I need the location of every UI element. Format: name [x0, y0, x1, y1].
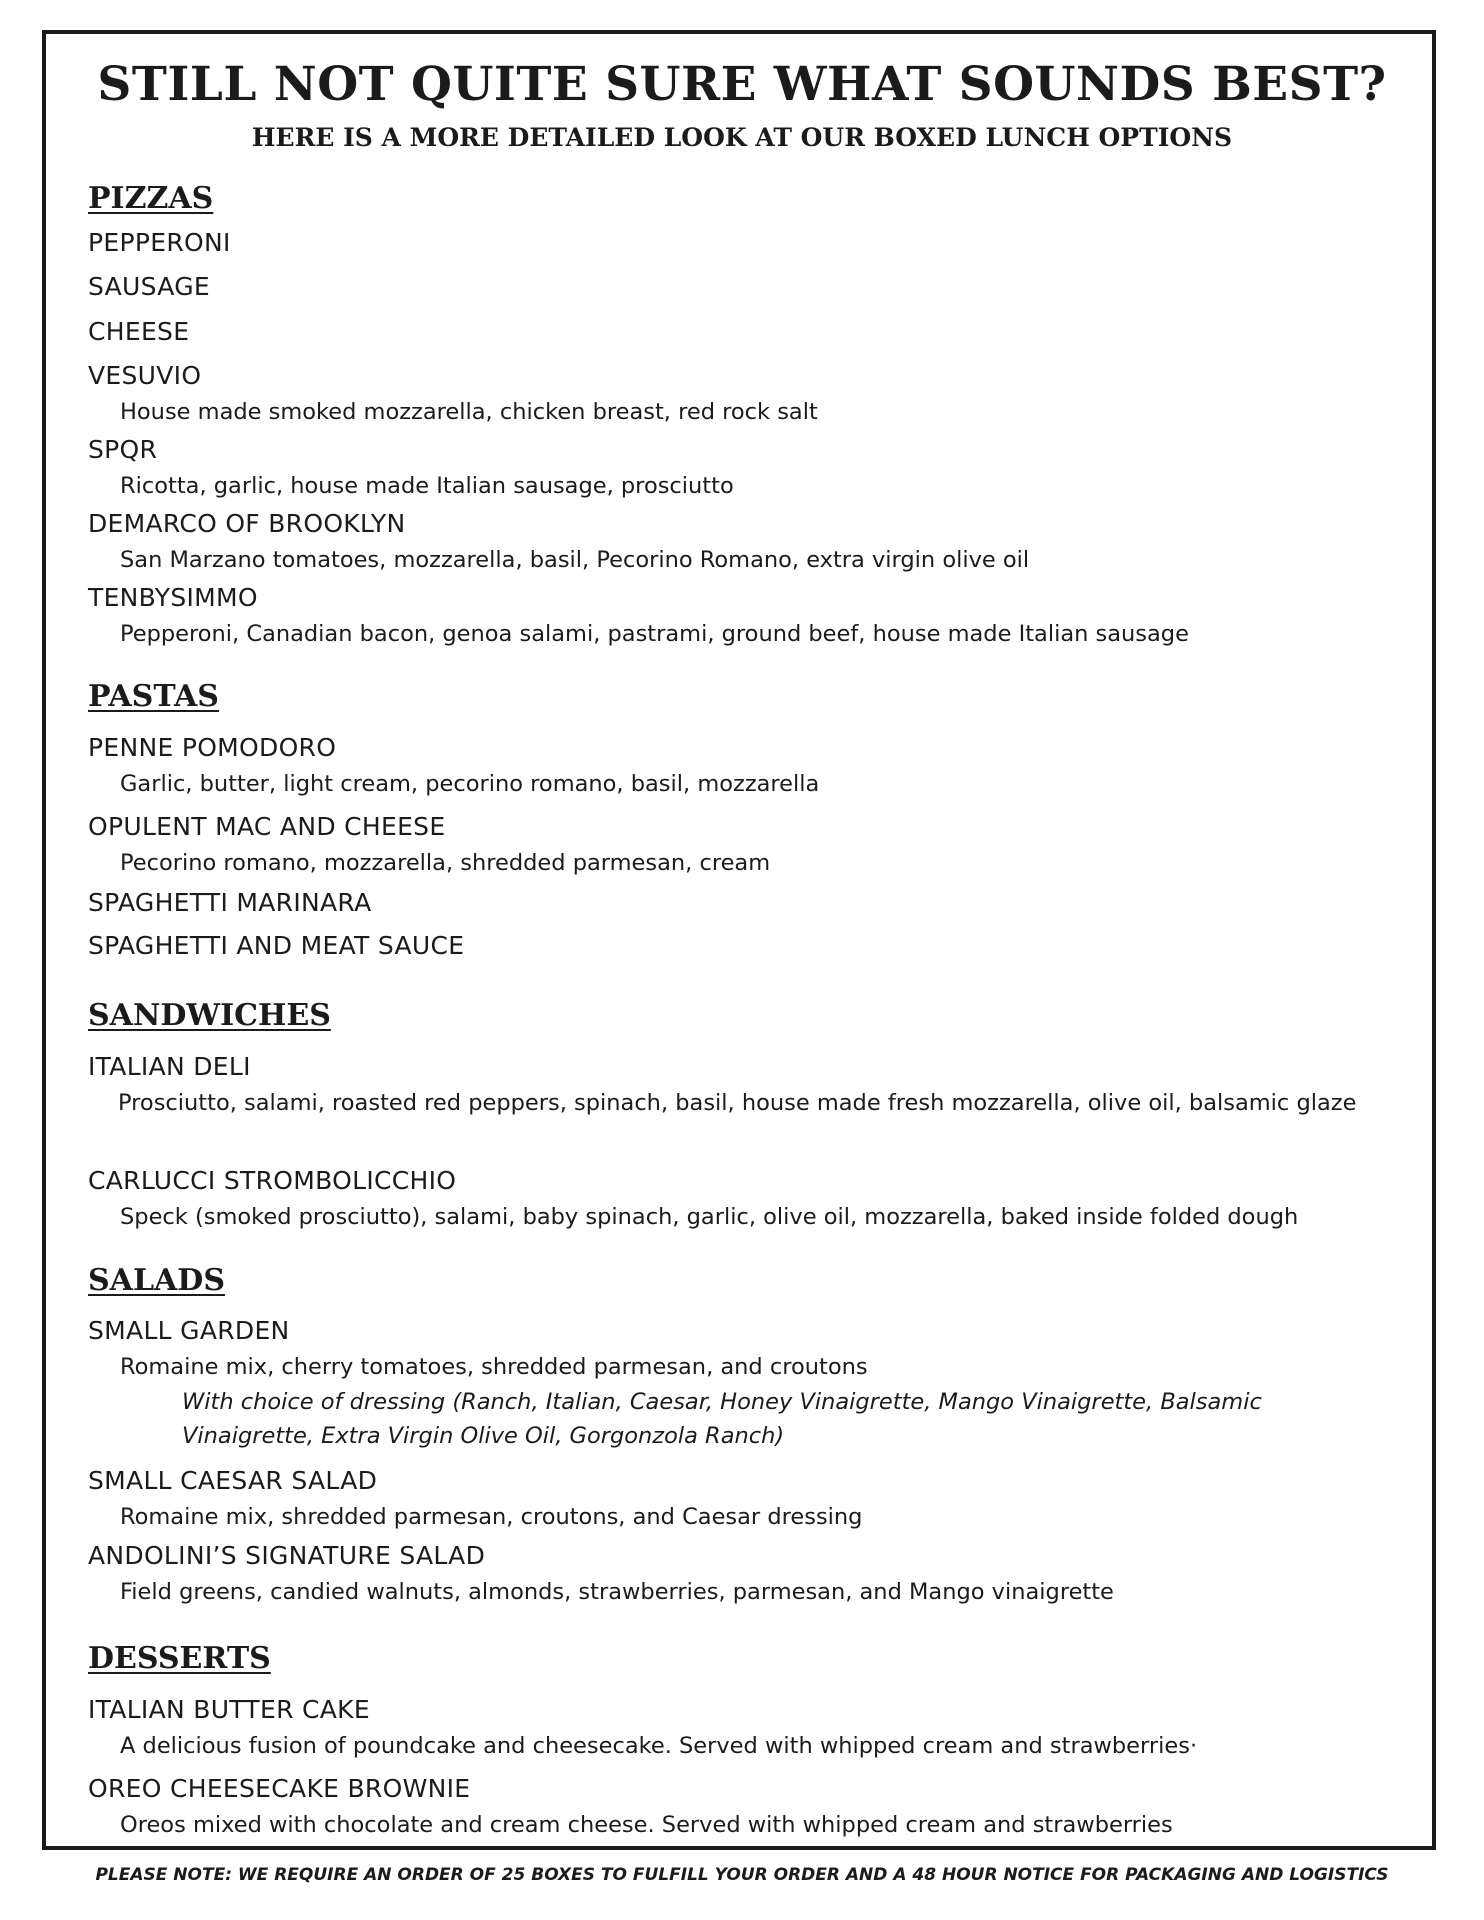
menu-item-sausage: SAUSAGE	[88, 272, 210, 301]
menu-item-description: Romaine mix, shredded parmesan, croutons, and Caesar dressing	[120, 1504, 863, 1530]
menu-item-description: Ricotta, garlic, house made Italian sausage, prosciutto	[120, 473, 734, 499]
menu-item-spqr: SPQR	[88, 435, 158, 464]
menu-item-description: Oreos mixed with chocolate and cream cheese. Served with whipped cream and strawberries	[120, 1812, 1173, 1838]
menu-item-spaghetti-and-meat-sauce: SPAGHETTI AND MEAT SAUCE	[88, 931, 465, 960]
section-heading-salads: SALADS	[88, 1263, 225, 1298]
page-title: STILL NOT QUITE SURE WHAT SOUNDS BEST?	[97, 57, 1387, 112]
menu-item-andolinis-signature-salad: ANDOLINI’S SIGNATURE SALAD	[88, 1541, 486, 1570]
menu-item-small-caesar-salad: SMALL CAESAR SALAD	[88, 1466, 378, 1495]
menu-item-description: Pecorino romano, mozzarella, shredded parmesan, cream	[120, 850, 771, 876]
menu-item-penne-pomodoro: PENNE POMODORO	[88, 733, 337, 762]
order-requirements-note: PLEASE NOTE: WE REQUIRE AN ORDER OF 25 BOXES TO FULFILL YOUR ORDER AND A 48 HOUR NOTICE FOR PACKAGING AND LOGISTICS	[95, 1865, 1389, 1885]
menu-item-italian-butter-cake: ITALIAN BUTTER CAKE	[88, 1695, 370, 1724]
menu-item-description: Field greens, candied walnuts, almonds, strawberries, parmesan, and Mango vinaigrette	[120, 1579, 1114, 1605]
menu-item-description: House made smoked mozzarella, chicken breast, red rock salt	[120, 399, 818, 425]
menu-item-small-garden: SMALL GARDEN	[88, 1316, 290, 1345]
menu-item-description: Pepperoni, Canadian bacon, genoa salami, pastrami, ground beef, house made Italian sausage	[120, 621, 1189, 647]
menu-item-tenbysimmo: TENBYSIMMO	[88, 583, 258, 612]
menu-item-carlucci-strombolicchio: CARLUCCI STROMBOLICCHIO	[88, 1166, 457, 1195]
menu-item-description: A delicious fusion of poundcake and cheesecake. Served with whipped cream and strawberries·	[120, 1733, 1198, 1759]
page-subtitle: HERE IS A MORE DETAILED LOOK AT OUR BOXED LUNCH OPTIONS	[251, 123, 1233, 152]
section-heading-desserts: DESSERTS	[88, 1641, 271, 1676]
menu-item-vesuvio: VESUVIO	[88, 361, 202, 390]
menu-item-description: San Marzano tomatoes, mozzarella, basil, Pecorino Romano, extra virgin olive oil	[120, 547, 1030, 573]
menu-item-cheese: CHEESE	[88, 317, 190, 346]
menu-item-description: Romaine mix, cherry tomatoes, shredded parmesan, and croutons	[120, 1354, 868, 1380]
section-heading-pizzas: PIZZAS	[88, 181, 214, 216]
menu-item-opulent-mac-and-cheese: OPULENT MAC AND CHEESE	[88, 812, 446, 841]
menu-item-description: Speck (smoked prosciutto), salami, baby spinach, garlic, olive oil, mozzarella, baked inside folded dough	[120, 1204, 1299, 1230]
dressing-options-note: With choice of dressing (Ranch, Italian, Caesar, Honey Vinaigrette, Mango Vinaigrette, Balsamic Vinaigrette, Extra Virgin Olive Oil, Gorgonzola Ranch)	[182, 1389, 1262, 1449]
menu-item-pepperoni: PEPPERONI	[88, 228, 231, 257]
menu-item-description: Garlic, butter, light cream, pecorino romano, basil, mozzarella	[120, 771, 820, 797]
menu-item-italian-deli: ITALIAN DELI	[88, 1052, 251, 1081]
menu-item-spaghetti-marinara: SPAGHETTI MARINARA	[88, 888, 372, 917]
section-heading-pastas: PASTAS	[88, 679, 219, 714]
menu-item-demarco-of-brooklyn: DEMARCO OF BROOKLYN	[88, 509, 406, 538]
menu-item-description: Prosciutto, salami, roasted red peppers, spinach, basil, house made fresh mozzarella, olive oil, balsamic glaze	[118, 1090, 1357, 1116]
menu-item-oreo-cheesecake-brownie: OREO CHEESECAKE BROWNIE	[88, 1774, 471, 1803]
section-heading-sandwiches: SANDWICHES	[88, 998, 331, 1033]
